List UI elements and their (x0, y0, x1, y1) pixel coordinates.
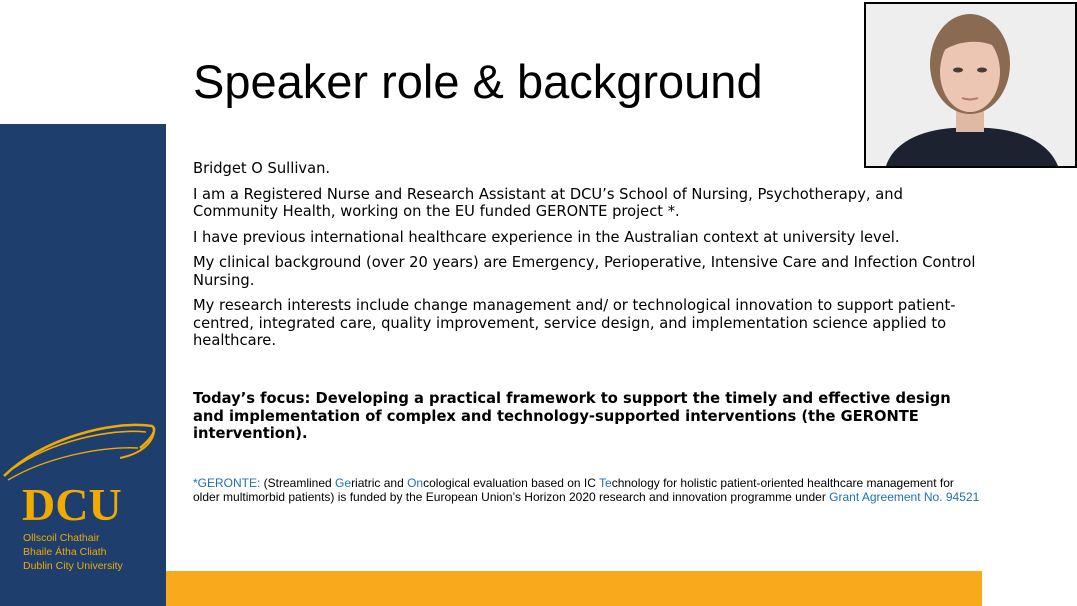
speaker-photo-icon (866, 4, 1075, 166)
bio-paragraph-role: I am a Registered Nurse and Research Assistant at DCU’s School of Nursing, Psychotherapy, and Community Health, working on the EU funded GERONTE project *. (193, 185, 903, 220)
bio-paragraph-experience: I have previous international healthcare experience in the Australian context at university level. (193, 228, 900, 246)
bottom-accent-bar (166, 571, 982, 606)
footnote-part: Ge (335, 476, 352, 490)
dcu-logo-graphic (0, 418, 166, 533)
logo-line-irish-1: Ollscoil Chathair (23, 532, 100, 544)
footnote-part: On (407, 476, 424, 490)
bio-paragraph-name: Bridget O Sullivan. (193, 160, 331, 177)
footnote-part: cological evaluation based on IC (423, 476, 600, 490)
dcu-wordmark: DCU (22, 479, 122, 530)
grant-agreement-link[interactable]: Grant Agreement No. 94521 (829, 489, 980, 504)
footnote-part: riatric and (351, 476, 408, 490)
footnote-part: (Streamlined (260, 476, 336, 490)
speaker-photo (864, 2, 1077, 168)
footnote-part: chnology for holistic patient-oriented healthcare management for older multimorbid patients) is funded by the European Union’s Horizon 2020 research and innovation programme under (193, 476, 954, 504)
geronte-footnote (193, 477, 983, 504)
bio-paragraph-research: My research interests include change management and/ or technological innovation to support patient-centred, integrated care, quality improvement, service design, and implementation science applied to healthcare. (193, 297, 956, 349)
bio-paragraph-clinical: My clinical background (over 20 years) are Emergency, Perioperative, Intensive Care and Infection Control Nursing. (193, 254, 976, 289)
todays-focus: Today’s focus: Developing a practical framework to support the timely and effective design and implementation of complex and technology-supported interventions (the GERONTE intervention). (193, 390, 951, 442)
footnote-part: Te (599, 476, 612, 490)
slide-title: Speaker role & background (193, 55, 763, 108)
footnote-part: *GERONTE: (193, 476, 261, 490)
dcu-logo (0, 418, 166, 588)
logo-line-irish-2: Bhaile Átha Cliath (23, 546, 107, 558)
logo-line-english: Dublin City University (23, 560, 123, 572)
speaker-bio (193, 160, 983, 358)
